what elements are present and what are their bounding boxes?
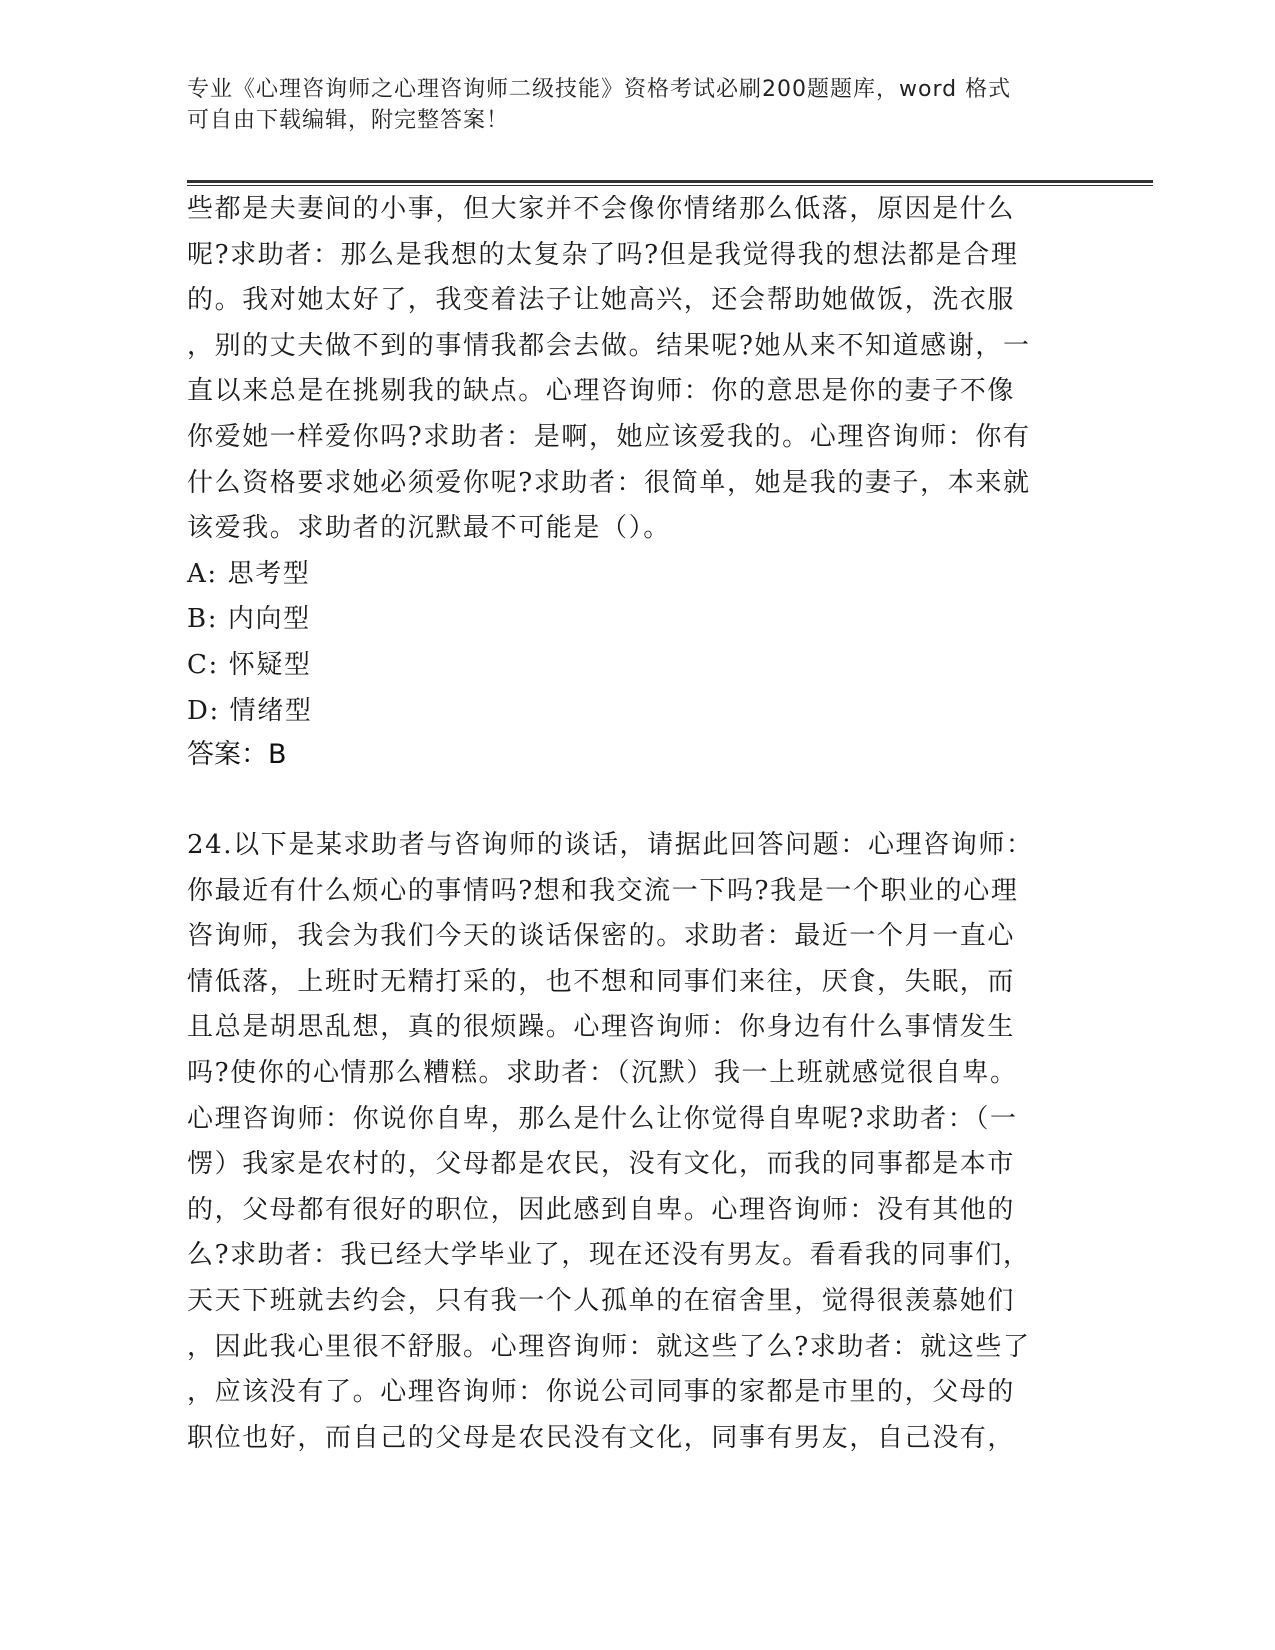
- question-text-line: 心理咨询师：你说你自卑，那么是什么让你觉得自卑呢?求助者：（一: [187, 1103, 1018, 1134]
- question-text-line: 天天下班就去约会，只有我一个人孤单的在宿舍里，觉得很羡慕她们: [187, 1285, 1016, 1316]
- question-text-line: 你最近有什么烦心的事情吗?想和我交流一下吗?我是一个职业的心理: [187, 875, 1019, 906]
- option-b: B: 内向型: [187, 604, 311, 635]
- question-text-line: ，应该没有了。心理咨询师：你说公司同事的家都是市里的，父母的: [187, 1377, 1016, 1408]
- question-24: [187, 823, 1067, 1461]
- question-text-line: ，别的丈夫做不到的事情我都会去做。结果呢?她从来不知道感谢，一: [187, 330, 1031, 361]
- question-text-line: 且总是胡思乱想，真的很烦躁。心理咨询师：你身边有什么事情发生: [187, 1012, 1016, 1043]
- question-text-line: ，因此我心里很不舒服。心理咨询师：就这些了么?求助者：就这些了: [187, 1331, 1031, 1362]
- answer-label: 答案：B: [187, 739, 287, 770]
- question-text-line: 呢?求助者：那么是我想的太复杂了吗?但是我觉得我的想法都是合理: [187, 239, 1019, 270]
- question-text-line: 什么资格要求她必须爱你呢?求助者：很简单，她是我的妻子，本来就: [187, 467, 1031, 498]
- question-text-line: 24.以下是某求助者与咨询师的谈话，请据此回答问题：心理咨询师：: [187, 830, 1034, 860]
- header-divider-thin: [187, 185, 1153, 186]
- header-divider-thick: [187, 180, 1153, 183]
- option-c: C: 怀疑型: [187, 649, 312, 680]
- question-text-line: 的，父母都有很好的职位，因此感到自卑。心理咨询师：没有其他的: [187, 1194, 1016, 1225]
- question-text-line: 咨询师，我会为我们今天的谈话保密的。求助者：最近一个月一直心: [187, 921, 1016, 952]
- question-text-line: 情低落，上班时无精打采的，也不想和同事们来往，厌食，失眠，而: [187, 966, 1016, 997]
- question-text-line: 吗?使你的心情那么糟糕。求助者：（沉默）我一上班就感觉很自卑。: [187, 1057, 1018, 1088]
- question-text-line: 些都是夫妻间的小事，但大家并不会像你情绪那么低落，原因是什么: [187, 194, 1016, 224]
- question-text-line: 的。我对她太好了，我变着法子让她高兴，还会帮助她做饭，洗衣服: [187, 285, 1016, 316]
- question-continued: [187, 187, 1067, 734]
- question-text-line: 么?求助者：我已经大学毕业了，现在还没有男友。看看我的同事们，: [187, 1240, 1031, 1271]
- option-a: A: 思考型: [187, 558, 311, 589]
- question-text-line: 该爱我。求助者的沉默最不可能是（）。: [187, 513, 671, 544]
- header-title-line-1: 专业《心理咨询师之心理咨询师二级技能》资格考试必刷200题题库，word 格式: [187, 77, 1012, 102]
- question-text-line: 直以来总是在挑剔我的缺点。心理咨询师：你的意思是你的妻子不像: [187, 376, 1016, 407]
- document-header: [187, 74, 1067, 136]
- question-text-line: 你爱她一样爱你吗?求助者：是啊，她应该爱我的。心理咨询师：你有: [187, 421, 1031, 452]
- question-text-line: 愣）我家是农村的，父母都是农民，没有文化，而我的同事都是本市: [187, 1149, 1016, 1180]
- question-text-line: 职位也好，而自己的父母是农民没有文化，同事有男友，自己没有，: [187, 1422, 1016, 1453]
- option-d: D: 情绪型: [187, 695, 313, 726]
- header-title-line-2: 可自由下载编辑，附完整答案！: [187, 108, 510, 133]
